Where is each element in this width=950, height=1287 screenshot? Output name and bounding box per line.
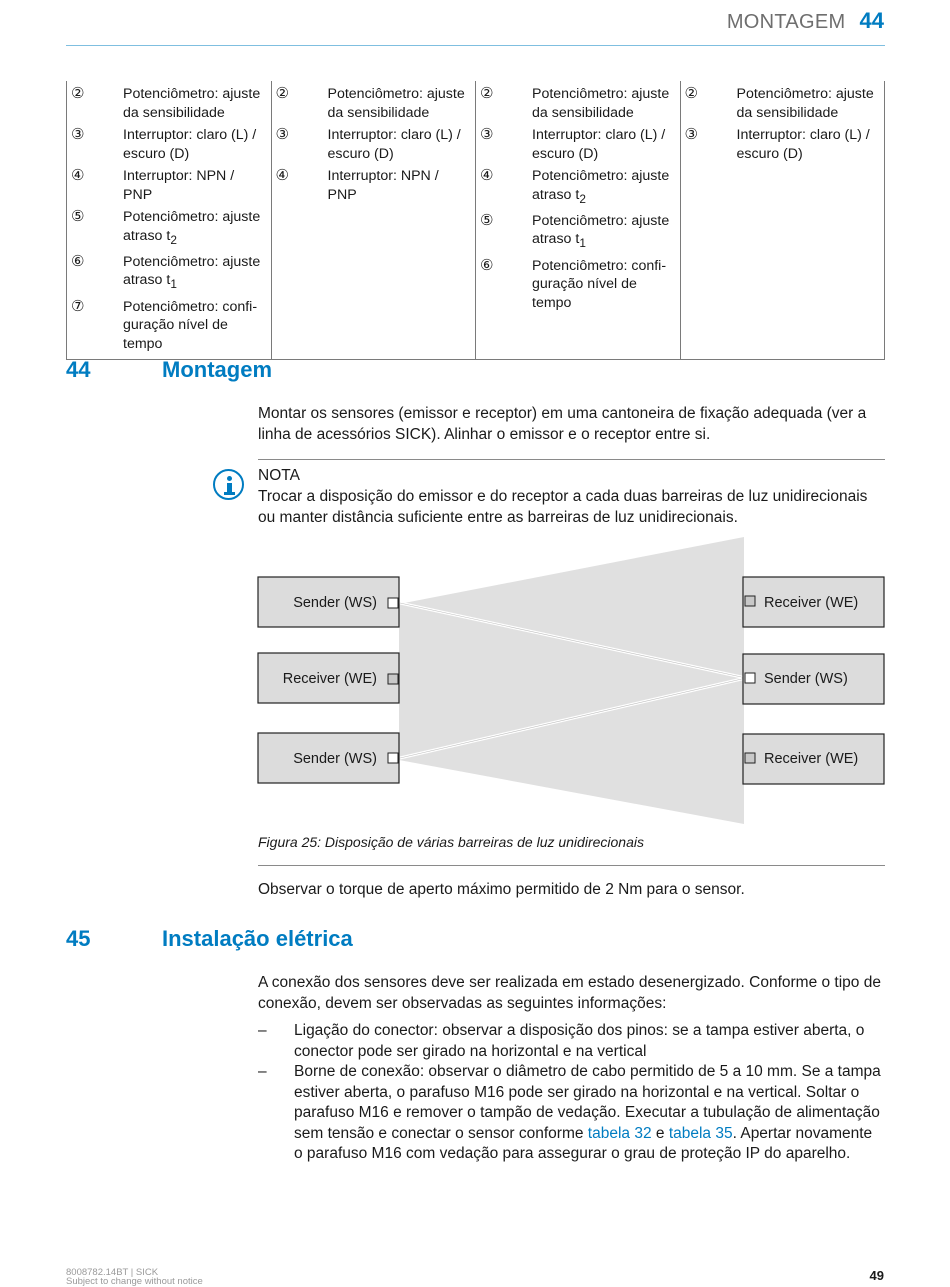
item-marker: ⑥ — [480, 256, 494, 274]
note-title: NOTA — [258, 467, 300, 484]
bullet-terminal-mid: e — [651, 1124, 669, 1142]
item-label: Potenciômetro: configuração nível de tempo — [123, 298, 258, 352]
item-text — [532, 257, 680, 313]
table-row — [67, 81, 885, 360]
item-marker: ④ — [71, 167, 85, 184]
list-item — [476, 126, 680, 163]
item-marker: ③ — [684, 126, 698, 143]
link-tabela-32[interactable]: tabela 32 — [587, 1124, 652, 1142]
bullet-terminal-end: . Apertar novamente o parafuso M16 com vedação para assegurar o grau de proteção IP do aparelho. — [294, 1124, 873, 1162]
list-item — [681, 85, 885, 122]
connection-list — [258, 1021, 885, 1165]
section-45-number: 45 — [66, 926, 91, 951]
item-subscript: 2 — [579, 191, 586, 206]
item-text — [328, 167, 476, 204]
left-device-2 — [258, 653, 399, 703]
bullet-connector-text: Ligação do conector: observar a disposição dos pinos: se a tampa estiver aberta, o conector pode ser girado na horizontal e na vertical — [294, 1022, 865, 1060]
item-label: Potenciômetro: ajuste da sensibilidade — [532, 86, 670, 121]
item-text — [532, 212, 680, 253]
note-text: Trocar a disposição do emissor e do receptor a cada duas barreiras de luz unidirecionais ou manter distância suficiente entre as barreiras de luz unidirecionais. — [258, 488, 868, 526]
note-bottom-rule — [258, 865, 885, 866]
item-subscript: 1 — [170, 277, 177, 292]
item-text — [737, 126, 885, 163]
item-subscript: 1 — [579, 236, 586, 251]
item-label: Potenciômetro: ajuste atraso t — [532, 168, 670, 203]
item-text — [123, 126, 271, 163]
link-tabela-35[interactable]: tabela 35 — [668, 1124, 733, 1142]
table-column-3 — [476, 81, 681, 360]
list-item — [476, 212, 680, 253]
table-column-4 — [680, 81, 885, 360]
item-marker: ⑤ — [71, 208, 85, 225]
list-dash: – — [258, 1022, 267, 1039]
header-section-number: 44 — [859, 8, 884, 33]
item-text — [123, 253, 271, 294]
item-text — [123, 85, 271, 122]
list-item — [476, 167, 680, 208]
table-column-2 — [271, 81, 476, 360]
list-item — [67, 167, 271, 204]
item-label: Interruptor: NPN / PNP — [123, 168, 235, 203]
right-device-3-label: Receiver (WE) — [764, 751, 859, 767]
item-text — [737, 85, 885, 122]
item-text — [532, 85, 680, 122]
note-top-rule — [258, 459, 885, 460]
list-item — [476, 257, 680, 313]
item-text — [123, 298, 271, 354]
item-marker: ③ — [71, 126, 85, 143]
right-device-3 — [743, 734, 884, 784]
list-item — [272, 126, 476, 163]
right-device-1 — [743, 577, 884, 627]
item-marker: ③ — [275, 126, 289, 143]
item-marker: ② — [684, 85, 698, 102]
light-barrier-diagram — [250, 530, 890, 830]
item-marker: ② — [71, 85, 85, 102]
list-item — [67, 298, 271, 354]
figure-caption: Figura 25: Disposição de várias barreiras de luz unidirecionais — [258, 834, 644, 850]
item-label: Potenciômetro: ajuste atraso t — [123, 253, 261, 289]
list-item — [67, 85, 271, 122]
item-label: Interruptor: claro (L) / escuro (D) — [532, 127, 666, 162]
bullet-terminal-text: Borne de conexão: observar o diâmetro de cabo permitido de 5 a 10 mm. Se a tampa estiver aberta, o parafuso M16 pode ser girado na horizontal e na vertical. Soltar o parafuso M16 e remover o tampão de vedação. Executar a tubulação de alimentação sem tensão e conectar o sensor conforme — [294, 1063, 881, 1142]
page-number: 49 — [869, 1268, 884, 1283]
item-text — [328, 126, 476, 163]
item-label: Interruptor: claro (L) / escuro (D) — [327, 127, 461, 162]
left-device-2-label: Receiver (WE) — [282, 671, 377, 687]
item-label: Potenciômetro: ajuste atraso t — [532, 212, 670, 248]
item-label: Potenciômetro: ajuste da sensibilidade — [123, 86, 261, 121]
list-item — [67, 253, 271, 294]
header-section-name: MONTAGEM — [726, 11, 846, 33]
item-label: Interruptor: claro (L) / escuro (D) — [736, 127, 870, 162]
right-device-2 — [743, 654, 884, 704]
header-divider — [66, 45, 885, 46]
left-device-1 — [258, 577, 399, 627]
left-device-3-label: Sender (WS) — [293, 751, 377, 767]
item-label: Potenciômetro: ajuste da sensibilidade — [327, 86, 465, 121]
section-44-number: 44 — [66, 357, 91, 382]
item-marker: ⑥ — [71, 252, 85, 270]
item-text — [123, 208, 271, 249]
item-text — [532, 167, 680, 208]
list-item — [476, 85, 680, 122]
footer-doc-id: 8008782.14BT | SICK — [66, 1267, 159, 1278]
item-marker: ⑤ — [480, 211, 494, 229]
item-text — [328, 85, 476, 122]
beam-area — [399, 537, 744, 824]
left-device-1-label: Sender (WS) — [293, 595, 377, 611]
item-label: Interruptor: claro (L) / escuro (D) — [123, 127, 257, 162]
item-label: Potenciômetro: configuração nível de tempo — [532, 257, 667, 311]
item-marker: ⑦ — [71, 297, 85, 315]
item-text — [532, 126, 680, 163]
item-marker: ④ — [480, 167, 494, 184]
list-item — [681, 126, 885, 163]
list-item — [258, 1021, 885, 1062]
electrical-intro: A conexão dos sensores deve ser realizada em estado desenergizado. Conforme o tipo de conexão, devem ser observadas as seguintes informações: — [258, 974, 881, 1012]
footer-notice: Subject to change without notice — [66, 1276, 203, 1287]
list-dash: – — [258, 1063, 267, 1080]
item-label: Interruptor: NPN / PNP — [327, 168, 439, 203]
item-text — [123, 167, 271, 204]
list-item — [67, 126, 271, 163]
left-device-3 — [258, 733, 399, 783]
running-header — [727, 8, 884, 34]
mounting-intro: Montar os sensores (emissor e receptor) em uma cantoneira de fixação adequada (ver a linha de acessórios SICK). Alinhar o emissor e o receptor entre si. — [258, 405, 867, 443]
list-item — [67, 208, 271, 249]
item-marker: ④ — [275, 167, 289, 184]
table-column-1 — [67, 81, 272, 360]
controls-table — [66, 81, 885, 360]
item-label: Potenciômetro: ajuste atraso t — [123, 209, 261, 244]
right-device-1-label: Receiver (WE) — [764, 595, 859, 611]
item-marker: ② — [480, 85, 494, 102]
torque-text: Observar o torque de aperto máximo permitido de 2 Nm para o sensor. — [258, 881, 745, 898]
item-label: Potenciômetro: ajuste da sensibilidade — [736, 86, 874, 121]
list-item — [272, 85, 476, 122]
item-marker: ③ — [480, 126, 494, 143]
info-icon — [213, 469, 244, 500]
right-device-2-label: Sender (WS) — [764, 671, 848, 687]
section-44-title: Montagem — [162, 357, 272, 382]
list-item — [272, 167, 476, 204]
footer-left — [66, 1268, 203, 1286]
item-marker: ② — [275, 85, 289, 102]
list-item — [258, 1062, 885, 1165]
section-45-title: Instalação elétrica — [162, 926, 353, 951]
item-subscript: 2 — [170, 232, 177, 247]
